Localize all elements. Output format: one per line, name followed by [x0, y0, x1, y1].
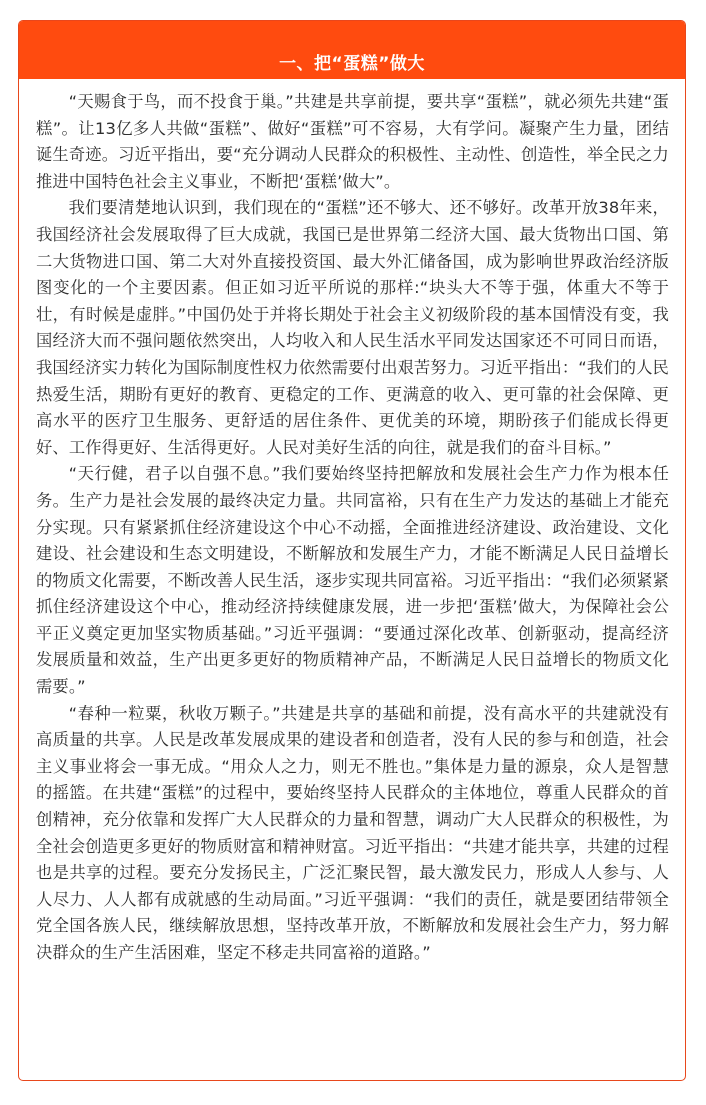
paragraph-2: 我们要清楚地认识到，我们现在的“蛋糕”还不够大、还不够好。改革开放38年来，我国经济社会发展取得了巨大成就，我国已是世界第二经济大国、最大货物出口国、第二大货物进口国、第二大对外直接投资国、最大外汇储备国，成为影响世界政治经济版图变化的一个主要因素。但正如习近平所说的那样:“块头大不等于强，体重大不等于壮，有时候是虚胖。”中国仍处于并将长期处于社会主义初级阶段的基本国情没有变，我国经济大而不强问题依然突出，人均收入和人民生活水平同发达国家还不可同日而语，我国经济实力转化为国际制度性权力依然需要付出艰苦努力。习近平指出：“我们的人民热爱生活，期盼有更好的教育、更稳定的工作、更满意的收入、更可靠的社会保障、更高水平的医疗卫生服务、更舒适的居住条件、更优美的环境，期盼孩子们能成长得更好、工作得更好、生活得更好。人民对美好生活的向往，就是我们的奋斗目标。” — [36, 198, 669, 457]
paragraph-3: “天行健，君子以自强不息。”我们要始终坚持把解放和发展社会生产力作为根本任务。生产力是社会发展的最终决定力量。共同富裕，只有在生产力发达的基础上才能充分实现。只有紧紧抓住经济建设这个中心不动摇，全面推进经济建设、政治建设、文化建设、社会建设和生态文明建设，不断解放和发展生产力，才能不断满足人民日益增长的物质文化需要，不断改善人民生活，逐步实现共同富裕。习近平指出：“我们必须紧紧抓住经济建设这个中心，推动经济持续健康发展，进一步把‘蛋糕’做大，为保障社会公平正义奠定更加坚实物质基础。”习近平强调：“要通过深化改革、创新驱动，提高经济发展质量和效益，生产出更多更好的物质精神产品，不断满足人民日益增长的物质文化需要。” — [36, 464, 669, 697]
paragraph-1: “天赐食于鸟，而不投食于巢。”共建是共享前提，要共享“蛋糕”，就必须先共建“蛋糕”。让13亿多人共做“蛋糕”、做好“蛋糕”可不容易，大有学问。凝聚产生力量，团结诞生奇迹。习近平指出，要“充分调动人民群众的积极性、主动性、创造性，举全民之力推进中国特色社会主义事业，不断把‘蛋糕’做大”。 — [36, 92, 669, 191]
section-header — [19, 21, 685, 79]
section-title: 一、把“蛋糕”做大 — [279, 54, 425, 74]
article-card — [18, 20, 686, 1081]
paragraph-4: “春种一粒粟，秋收万颗子。”共建是共享的基础和前提，没有高水平的共建就没有高质量的共享。人民是改革发展成果的建设者和创造者，没有人民的参与和创造，社会主义事业将会一事无成。“用众人之力，则无不胜也。”集体是力量的源泉，众人是智慧的摇篮。在共建“蛋糕”的过程中，要始终坚持人民群众的主体地位，尊重人民群众的首创精神，充分依靠和发挥广大人民群众的力量和智慧，调动广大人民群众的积极性，为全社会创造更多更好的物质财富和精神财富。习近平指出：“共建才能共享，共建的过程也是共享的过程。要充分发扬民主，广泛汇聚民智，最大激发民力，形成人人参与、人人尽力、人人都有成就感的生动局面。”习近平强调：“我们的责任，就是要团结带领全党全国各族人民，继续解放思想，坚持改革开放，不断解放和发展社会生产力，努力解决群众的生产生活困难，坚定不移走共同富裕的道路。” — [36, 703, 669, 962]
article-body — [19, 79, 685, 967]
